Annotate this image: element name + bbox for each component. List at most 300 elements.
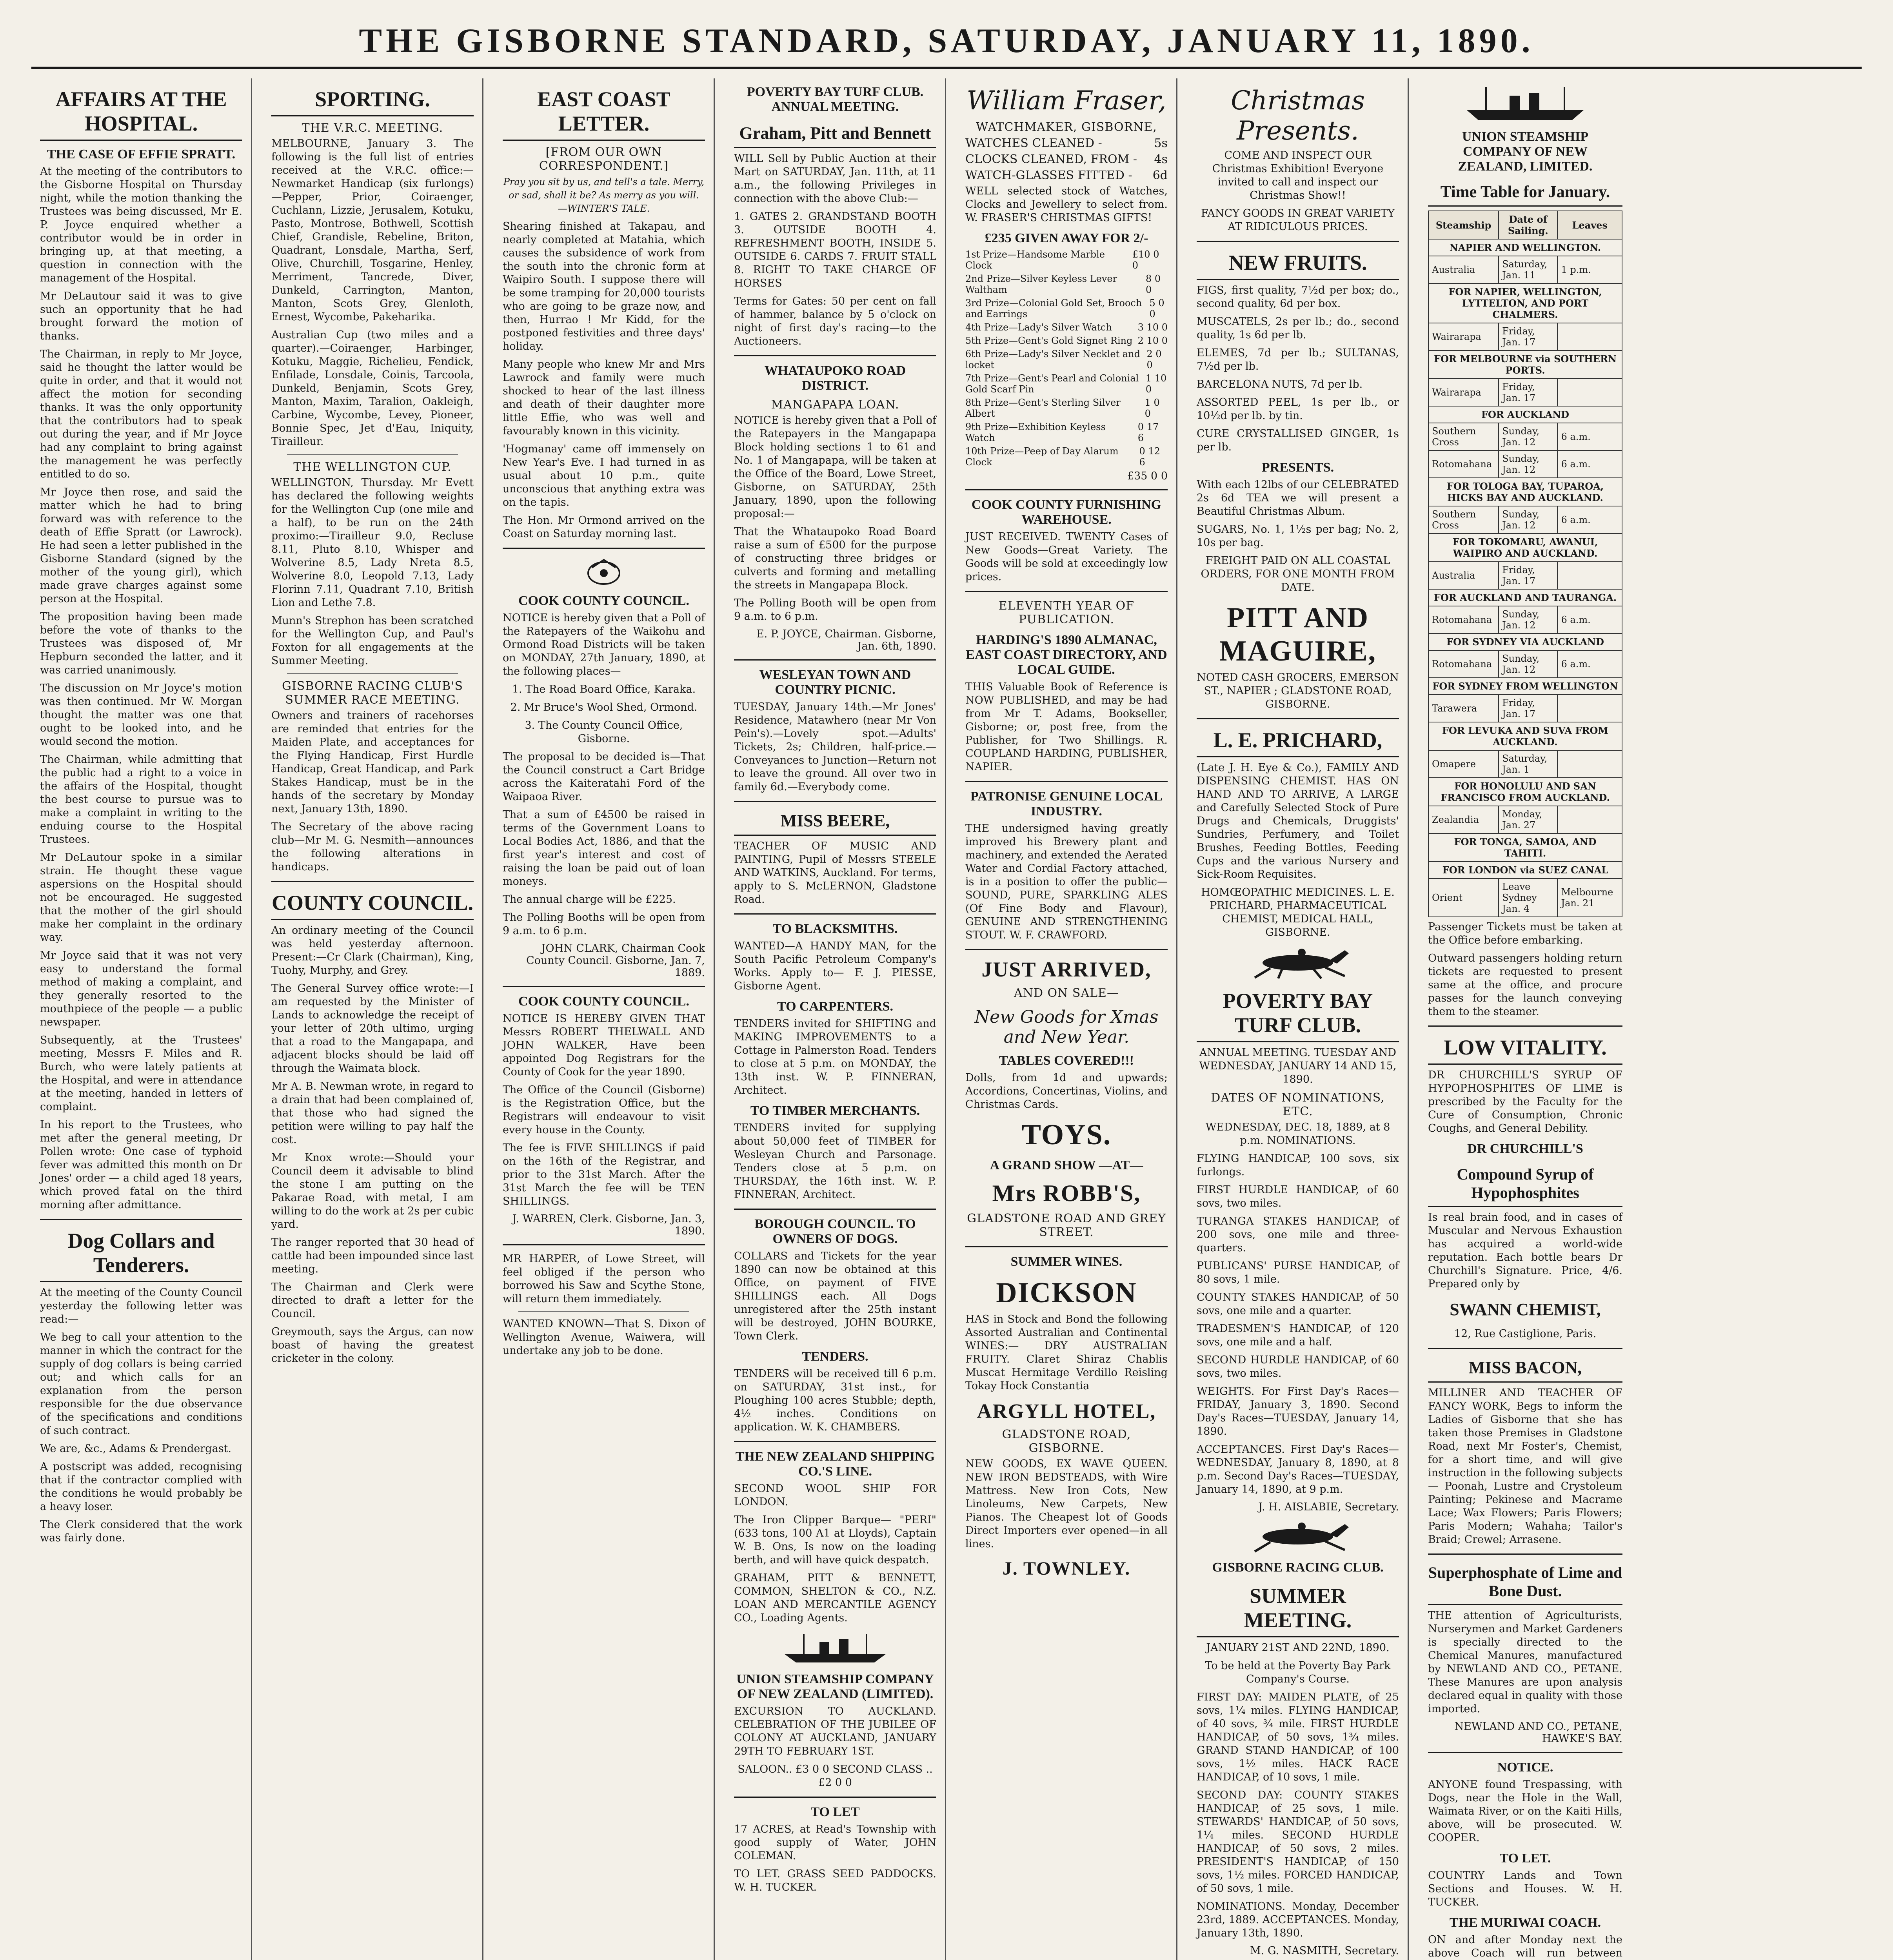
paragraph: NEW GOODS, EX WAVE QUEEN. NEW IRON BEDSTEADS, with Wire Mattress. New Iron Cots, New Linoleums, New Carpets, New Pianos. The Cheapest lot of Goods Direct Importers ever opened—in all lines. [965, 1458, 1168, 1550]
notice-heading: THE MURIWAI COACH. [1449, 1915, 1601, 1930]
prize-label: 2nd Prize—Silver Keyless Lever Waltham [965, 273, 1117, 295]
divider [287, 454, 458, 455]
paragraph: 'Hogmanay' came off immensely on New Year's Eve. I had turned in as usual about 10 p.m., quite unconscious that anything extra was on the tapis. [503, 443, 705, 508]
prize-row [965, 249, 1168, 271]
table-header: Steamship [1428, 211, 1499, 239]
list-item: FIRST HURDLE HANDICAP, of 60 sovs, two miles. [1197, 1184, 1399, 1209]
paragraph: The Polling Booth will be open from 9 a.m. to 6 p.m. [734, 597, 936, 622]
signature: J. WARREN, Clerk. Gisborne, Jan. 3, 1890. [512, 1213, 705, 1237]
horse-icon [1227, 945, 1368, 980]
timetable-route: FOR LONDON via SUEZ CANAL [1428, 862, 1622, 878]
paragraph: TENDERS invited for SHIFTING and MAKING IMPROVEMENTS to a Cottage in Palmerston Road. Tenders to close at 5 p.m. on MONDAY, the 13th inst. W. P. FINNERAN, Architect. [734, 1018, 936, 1096]
table-cell: Friday, Jan. 17 [1499, 379, 1557, 406]
masthead: THE GISBORNE STANDARD, SATURDAY, JANUARY 11, 1890. [31, 16, 1862, 69]
timetable-route-row [1428, 350, 1622, 379]
table-cell: Sunday, Jan. 12 [1499, 506, 1557, 534]
notice-heading: THE NEW ZEALAND SHIPPING CO.'S LINE. [735, 1449, 935, 1479]
notice-heading: POVERTY BAY TURF CLUB. ANNUAL MEETING. [747, 85, 924, 114]
paragraph: At the meeting of the contributors to the Gisborne Hospital on Thursday night, while the motion thanking the Trustees was being discussed, Mr E. P. Joyce enquired whether a contributor would be in order in bringing up, at that meeting, a question in connection with the management of the Hospital. [40, 165, 242, 284]
divider [503, 1244, 705, 1245]
prize-row [965, 322, 1168, 333]
list-item: CURE CRYSTALLISED GINGER, 1s per lb. [1197, 428, 1399, 453]
paragraph: The Chairman and Clerk were directed to draft a letter for the Council. [271, 1281, 474, 1320]
table-cell: Zealandia [1428, 806, 1499, 833]
list-item: 3. The County Council Office, Gisborne. [525, 719, 683, 745]
timetable-route-row [1428, 478, 1622, 506]
paragraph: The Office of the Council (Gisborne) is the Registration Office, but the Registrars will endeavour to visit every house in the County. [503, 1084, 705, 1136]
price-row [965, 152, 1168, 166]
paragraph: 17 ACRES, at Read's Township with good supply of Water, JOHN COLEMAN. [734, 1823, 936, 1862]
notice-heading: TENDERS. [802, 1349, 868, 1364]
prize-value: 1 0 0 [1145, 397, 1160, 419]
table-cell: Melbourne Jan. 21 [1557, 878, 1622, 917]
paragraph: NOMINATIONS. Monday, December 23rd, 1889. ACCEPTANCES. Monday, January 13th, 1890. [1197, 1900, 1399, 1939]
timetable-route-row [1428, 778, 1622, 806]
divider [965, 1246, 1168, 1247]
paragraph: Australian Cup (two miles and a quarter).—Coiraenger, Harbinger, Kotuku, Maggie, Richelieu, Fendick, Enfilade, Lonsdale, Coinis, Tarcoola, Dunkeld, Benjamin, Scots Grey, Manton, Maxim, Taralion, Oakleigh, Carbine, Wycombe, Levey, Pioneer, Bonnie Spec, Jet d'Eau, Iniquity, Tirailleur. [271, 329, 474, 448]
paragraph: Mr A. B. Newman wrote, in regard to a drain that had been complained of, that those who had signed the petition were willing to pay half the cost. [271, 1080, 474, 1146]
table-row [1428, 323, 1622, 350]
timetable-route-row [1428, 678, 1622, 695]
paragraph: THE undersigned having greatly improved his Brewery plant and machinery, and extended the Aerated Water and Cordial Factory attached, is in a position to offer the public— SOUND, PURE, SPARKLING ALES (Of Fine Body and Flavour), GENUINE AND STRENGTHENING STOUT. W. F. CRAWFORD. [965, 822, 1168, 941]
paragraph: Mr Knox wrote:—Should your Council deem it advisable to blind the stone I am putting on the Pakarae Road, with metal, I am willing to do the work at 2s per cubic yard. [271, 1152, 474, 1230]
column-sporting [263, 78, 483, 1960]
divider [1197, 718, 1399, 719]
epigraph: Pray you sit by us, and tell's a tale. Merry, or sad, shall it be? As merry as you will. —WINTER'S TALE. [503, 176, 705, 214]
paragraph: The Iron Clipper Barque— "PERI" (633 tons, 100 A1 at Lloyds), Captain W. B. Ons, Is now on the loading berth, and will have quick despatch. [734, 1514, 936, 1566]
paragraph: Munn's Strephon has been scratched for the Wellington Cup, and Paul's Foxton for all engagements at the Summer Meeting. [271, 615, 474, 667]
table-cell: Southern Cross [1428, 423, 1499, 450]
paragraph: The ranger reported that 30 head of cattle had been impounded since last meeting. [271, 1236, 474, 1275]
list-item: TURANGA STAKES HANDICAP, of 200 sovs, one mile and three-quarters. [1197, 1215, 1399, 1254]
subheading: MANGAPAPA LOAN. [771, 398, 899, 412]
prize-row [965, 298, 1168, 319]
paragraph: TEACHER OF MUSIC AND PAINTING, Pupil of Messrs STEELE AND WATKINS, Auckland. For terms, apply to S. McLERNON, Gladstone Road. [734, 840, 936, 906]
subheading: GLADSTONE ROAD AND GREY STREET. [967, 1212, 1166, 1239]
signature: J. H. AISLABIE, Secretary. [1258, 1501, 1399, 1513]
notice-heading: COOK COUNTY COUNCIL. [518, 593, 690, 608]
paragraph: Shearing finished at Takapau, and nearly completed at Matahia, which causes the subsidence of work from the south into the chronic form at Waipiro South. I suppose there will be some tramping for 20,000 tourists who are going to be graze now, and then, Hurrao ! Mr Kidd, for the postponed festivities and three days' holiday. [503, 220, 705, 352]
table-row [1428, 750, 1622, 778]
prize-value: 2 0 0 [1146, 348, 1162, 370]
list-item: 2. Mr Bruce's Wool Shed, Ormond. [510, 701, 698, 713]
paragraph: Mr DeLautour spoke in a similar strain. He thought these vague aspersions on the Hospital should not be encouraged. He suggested that the mother of the girl should make her complaint in the ordinary way. [40, 851, 242, 944]
paragraph: We beg to call your attention to the manner in which the contract for the supply of dog collars is being carried out; and which calls for an explanation from the person responsible for the due observance of the specifications and conditions of such contract. [40, 1331, 242, 1437]
paragraph: The proposition having been made before the vote of thanks to the Trustees was disposed of, Mr Hepburn seconded the latter, and it was carried unanimously. [40, 611, 242, 676]
table-cell: Friday, Jan. 17 [1499, 323, 1557, 350]
paragraph: Is real brain food, and in cases of Muscular and Nervous Exhaustion has acquired a world-wide reputation. Each bottle bears Dr Churchill's Signature. Price, 4/6. Prepared only by [1428, 1211, 1622, 1290]
table-cell: 6 a.m. [1557, 650, 1622, 678]
divider [734, 1441, 936, 1442]
advert-tagline: New Goods for Xmas and New Year. [974, 1007, 1159, 1047]
timetable-body [1428, 239, 1622, 917]
prize-value: 8 0 0 [1145, 273, 1161, 295]
paragraph: COLLARS and Tickets for the year 1890 can now be obtained at this Office, on payment of FIVE SHILLINGS each. All Dogs unregistered after the 25th instant will be destroyed, JOHN BOURKE, Town Clerk. [734, 1250, 936, 1342]
divider [40, 1219, 242, 1220]
paragraph: ON and after Monday next the above Coach will run between [1428, 1934, 1622, 1959]
divider [503, 548, 705, 549]
timetable-route-row [1428, 283, 1622, 323]
paragraph: 12, Rue Castiglione, Paris. [1454, 1328, 1597, 1340]
divider [1428, 1553, 1622, 1555]
ship-icon [1462, 84, 1588, 123]
prize-value: 5 0 0 [1149, 298, 1165, 319]
table-cell [1557, 750, 1622, 778]
notice-heading: TO LET. [1499, 1851, 1551, 1866]
advert-headline: ARGYLL HOTEL, [977, 1400, 1156, 1423]
prize-row [965, 273, 1168, 295]
table-row [1428, 878, 1622, 917]
paragraph: (Late J. H. Eye & Co.), FAMILY AND DISPENSING CHEMIST. HAS ON HAND AND TO ARRIVE, A LARGE and Carefully Selected Stock of Pure Drugs and Chemicals, Druggists' Sundries, Perfumery, and Toilet Brushes, Feeding Bottles, Feeding Cups and the various Nursery and Sick-Room Requisites. [1197, 762, 1399, 880]
prize-label: 10th Prize—Peep of Day Alarum Clock [965, 446, 1119, 468]
paragraph: WANTED—A HANDY MAN, for the South Pacific Petroleum Company's Works. Apply to— F. J. PIESSE, Gisborne Agent. [734, 940, 936, 992]
table-cell: 6 a.m. [1557, 423, 1622, 450]
prize-value: 3 10 0 [1137, 322, 1168, 333]
paragraph: MELBOURNE, January 3. The following is the full list of entries received at the V.R.C. office:—Newmarket Handicap (six furlongs)—Pepper, Prior, Coiraenger, Cuchlann, Lizzie, Jerusalem, Kotuku, Pasto, Montrose, Bothwell, Scottish Chief, Grandisle, Rebeline, Briton, Quadrant, Lonsdale, Martha, Serf, Olive, Churchill, Tosgarine, Henley, Merriment, Tancrede, Diver, Dunkeld, Carrington, Manton, Manton, Scots Grey, Glenloth, Ernest, Wycombe, Pakeharika. [271, 138, 474, 323]
paragraph: The Polling Booths will be open from 9 a.m. to 6 p.m. [503, 911, 705, 937]
paragraph: The fee is FIVE SHILLINGS if paid on the 16th of the Registrar, and prior to the 31st March. After the 31st March the fee will be TEN SHILLINGS. [503, 1142, 705, 1207]
timetable-route-row [1428, 239, 1622, 256]
table-row [1428, 423, 1622, 450]
prize-label: 4th Prize—Lady's Silver Watch [965, 322, 1112, 333]
notice-heading: TO TIMBER MERCHANTS. [750, 1103, 920, 1118]
table-row [1428, 506, 1622, 534]
divider [518, 1311, 689, 1312]
notice-heading: NOTICE. [1497, 1760, 1553, 1775]
table-row [1428, 695, 1622, 722]
table-row [1428, 379, 1622, 406]
byline: [FROM OUR OWN CORRESPONDENT.] [539, 145, 669, 173]
paragraph: FIRST DAY: MAIDEN PLATE, of 25 sovs, 1¼ miles. FLYING HANDICAP, of 40 sovs, ¾ mile. FIRST HURDLE HANDICAP, of 50 sovs, 1¾ miles. GRAND STAND HANDICAP, of 100 sovs, 1½ miles. HACK RACE HANDICAP, of 10 sovs, 1 mile. [1197, 1691, 1399, 1783]
paragraph: FREIGHT PAID ON ALL COASTAL ORDERS, FOR ONE MONTH FROM DATE. [1201, 555, 1395, 593]
table-cell: Australia [1428, 256, 1499, 283]
list-item: PUBLICANS' PURSE HANDICAP, of 80 sovs, 1 mile. [1197, 1260, 1399, 1285]
advert-headline: JUST ARRIVED, [981, 958, 1152, 981]
notice-heading: UNION STEAMSHIP COMPANY OF NEW ZEALAND, LIMITED. [1458, 129, 1593, 174]
paragraph: JUST RECEIVED. TWENTY Cases of New Goods—Great Variety. The Goods will be sold at exceedingly low prices. [965, 531, 1168, 583]
table-cell: Leave Sydney Jan. 4 [1499, 878, 1557, 917]
table-cell: Friday, Jan. 17 [1499, 695, 1557, 722]
paragraph: GRAHAM, PITT & BENNETT, COMMON, SHELTON & CO., N.Z. LOAN AND MERCANTILE AGENCY CO., Loading Agents. [734, 1572, 936, 1624]
signature: JOHN CLARK, Chairman Cook County Council. Gisborne, Jan. 7, 1889. [526, 942, 705, 979]
paragraph: WEDNESDAY, DEC. 18, 1889, at 8 p.m. NOMINATIONS. [1205, 1121, 1390, 1147]
prize-row [965, 421, 1168, 443]
column-hospital-affairs [31, 78, 252, 1960]
table-cell: Sunday, Jan. 12 [1499, 606, 1557, 633]
subheading: GLADSTONE ROAD, GISBORNE. [1002, 1428, 1131, 1455]
column-fraser-adverts [957, 78, 1177, 1960]
advert-headline: PITT AND MAGUIRE, [1219, 602, 1377, 667]
paragraph: At the meeting of the County Council yesterday the following letter was read:— [40, 1287, 242, 1325]
horse-icon [1227, 1519, 1368, 1554]
prize-total: £35 0 0 [1127, 470, 1168, 482]
notice-heading: PATRONISE GENUINE LOCAL INDUSTRY. [970, 789, 1163, 818]
notice-heading: GISBORNE RACING CLUB. [1212, 1560, 1384, 1575]
paragraph: SUGARS, No. 1, 1½s per bag; No. 2, 10s per bag. [1197, 523, 1399, 549]
signature: NEWLAND AND CO., PETANE, HAWKE'S BAY. [1454, 1720, 1622, 1745]
list-item: FLYING HANDICAP, 100 sovs, six furlongs. [1197, 1152, 1399, 1178]
paragraph: NOTICE is hereby given that a Poll of the Ratepayers of the Waikohu and Ormond Road Districts will be taken on MONDAY, 27th January, 1890, at the following places— [503, 612, 705, 677]
divider [734, 355, 936, 356]
table-cell: Tarawera [1428, 695, 1499, 722]
table-header: Leaves [1557, 211, 1622, 239]
divider [965, 781, 1168, 782]
paragraph: EXCURSION TO AUCKLAND. CELEBRATION OF THE JUBILEE OF COLONY AT AUCKLAND, JANUARY 29TH TO FEBRUARY 1ST. [734, 1705, 936, 1757]
divider [1197, 241, 1399, 242]
price-value: 4s [1154, 152, 1168, 166]
gift-heading: £235 GIVEN AWAY FOR 2/- [985, 231, 1148, 245]
newspaper-columns [31, 78, 1862, 1960]
paragraph: WILL Sell by Public Auction at their Mart on SATURDAY, Jan. 11th, at 11 a.m., the following Privileges in connection with the above Club:— [734, 152, 936, 205]
paragraph: JANUARY 21ST AND 22ND, 1890. [1206, 1642, 1390, 1654]
price-label: WATCH-GLASSES FITTED - [965, 169, 1132, 182]
price-row [965, 136, 1168, 150]
list-item: 1. The Road Board Office, Karaka. [512, 683, 696, 695]
subheading: ELEVENTH YEAR OF PUBLICATION. [998, 599, 1135, 626]
notice-heading: WESLEYAN TOWN AND COUNTRY PICNIC. [759, 668, 911, 697]
paragraph: Passenger Tickets must be taken at the Office before embarking. [1428, 921, 1622, 946]
section-title-fruits: NEW FRUITS. [1197, 250, 1399, 280]
advert-headline: Mrs ROBB'S, [992, 1180, 1141, 1206]
prize-value: 0 17 6 [1137, 421, 1159, 443]
notice-heading: UNION STEAMSHIP COMPANY OF NEW ZEALAND (LIMITED). [736, 1672, 934, 1701]
timetable-route: NAPIER AND WELLINGTON. [1428, 239, 1622, 256]
paragraph: With each 12lbs of our CELEBRATED 2s 6d TEA we will present a Beautiful Christmas Album. [1197, 479, 1399, 517]
notice-heading: HARDING'S 1890 ALMANAC, EAST COAST DIRECTORY, AND LOCAL GUIDE. [966, 633, 1167, 677]
table-header: Date of Sailing. [1499, 211, 1557, 239]
table-row [1428, 650, 1622, 678]
subheading: WATCHMAKER, GISBORNE, [976, 120, 1157, 134]
table-cell: Sunday, Jan. 12 [1499, 650, 1557, 678]
price-row [965, 169, 1168, 182]
paragraph: To be held at the Poverty Bay Park Company's Course. [1205, 1660, 1391, 1685]
column-union-steamship [1419, 78, 1631, 1960]
divider [503, 986, 705, 987]
paragraph: NOTICE IS HEREBY GIVEN THAT Messrs ROBERT THELWALL AND JOHN WALKER, Have been appointed Dog Registrars for the County of Cook for the year 1890. [503, 1013, 705, 1078]
notice-heading: TO CARPENTERS. [777, 999, 893, 1014]
table-cell: Wairarapa [1428, 379, 1499, 406]
paragraph: Mr Joyce then rose, and said the matter which he had to bring forward was with reference to the death of Effie Spratt (or Lawrock). He had seen a letter published in the Gisborne Standard (signed by the mother of the young girl), which made grave charges against some person at the Hospital. [40, 486, 242, 605]
table-cell: Monday, Jan. 27 [1499, 806, 1557, 833]
paragraph: We are, &c., Adams & Prendergast. [40, 1443, 231, 1455]
paragraph: HOMŒOPATHIC MEDICINES. L. E. PRICHARD, PHARMACEUTICAL CHEMIST, MEDICAL HALL, GISBORNE. [1201, 886, 1395, 938]
timetable-route: FOR SYDNEY VIA AUCKLAND [1428, 633, 1622, 650]
divider [287, 673, 458, 674]
paragraph: COME AND INSPECT OUR Christmas Exhibition! Everyone invited to call and inspect our Christmas Show!! [1212, 149, 1384, 201]
paragraph: TUESDAY, January 14th.—Mr Jones' Residence, Matawhero (near Mr Von Pein's).—Lovely spot.—Adults' Tickets, 2s; Children, half-price.—Conveyances to Junction—Return not to leave the ground. All over two in family 6d.—Everybody come. [734, 701, 936, 793]
divider [1428, 1752, 1622, 1753]
list-item: FIGS, first quality, 7½d per box; do., second quality, 6d per box. [1197, 284, 1399, 310]
table-cell: Sunday, Jan. 12 [1499, 450, 1557, 478]
paragraph: The annual charge will be £225. [503, 893, 676, 906]
notice-heading: WHATAUPOKO ROAD DISTRICT. [764, 363, 906, 393]
paragraph: That a sum of £4500 be raised in terms of the Government Loans to Local Bodies Act, 1886, and that the first year's interest and cost of raising the loan be paid out of loan moneys. [503, 809, 705, 887]
prize-label: 7th Prize—Gent's Pearl and Colonial Gold Scarf Pin [965, 373, 1139, 395]
advert-title-fraser: William Fraser, [966, 85, 1166, 116]
paragraph: Greymouth, says the Argus, can now boast of having the greatest cricketer in the colony. [271, 1326, 474, 1365]
subheading: THE WELLINGTON CUP. [293, 460, 452, 474]
table-cell: Rotomahana [1428, 450, 1499, 478]
table-cell: Sunday, Jan. 12 [1499, 423, 1557, 450]
notice-heading: SUMMER WINES. [1010, 1254, 1123, 1269]
timetable-route: FOR AUCKLAND AND TAURANGA. [1428, 589, 1622, 606]
paragraph: MILLINER AND TEACHER OF FANCY WORK, Begs to inform the Ladies of Gisborne that she has taken those Premises in Gladstone Road, next Mr Foster's, Chemist, for a short time, and will give instruction in the following subjects— Poonah, Lustre and Crystoleum Painting; Pekinese and Macrame Lace; Wax Flowers; Paris Flowers; Paris Modern; Wahaha; Tailor's Braid; Crewel; Arrasene. [1428, 1387, 1622, 1546]
timetable-route: FOR TOLOGA BAY, TUPAROA, HICKS BAY AND AUCKLAND. [1428, 478, 1622, 506]
timetable-route: FOR MELBOURNE via SOUTHERN PORTS. [1428, 350, 1622, 379]
list-item: SECOND HURDLE HANDICAP, of 60 sovs, two miles. [1197, 1354, 1399, 1379]
timetable-route-row [1428, 862, 1622, 878]
timetable-route-row [1428, 722, 1622, 750]
signature: E. P. JOYCE, Chairman. Gisborne, Jan. 6th, 1890. [756, 628, 936, 652]
divider [1428, 1348, 1622, 1349]
article-title-dog-collars: Dog Collars and Tenderers. [40, 1229, 242, 1282]
table-cell: 6 a.m. [1557, 606, 1622, 633]
paragraph: DR CHURCHILL'S SYRUP OF HYPOPHOSPHITES OF LIME is prescribed by the Faculty for the Cure of Consumption, Chronic Coughs, and General Debility. [1428, 1069, 1622, 1134]
paragraph: WANTED KNOWN—That S. Dixon of Wellington Avenue, Waiwera, will undertake any job to be done. [503, 1318, 705, 1357]
advert-title-bacon: MISS BACON, [1428, 1357, 1622, 1383]
paragraph: HAS in Stock and Bond the following Assorted Australian and Continental WINES:— DRY AUSTRALIAN FRUITY. Claret Shiraz Chablis Muscat Hermitage Verdillo Reisling Tokay Hock Constantia [965, 1313, 1168, 1392]
paragraph: The Hon. Mr Ormond arrived on the Coast on Saturday morning last. [503, 514, 705, 540]
divider [734, 659, 936, 661]
paragraph: WELLINGTON, Thursday. Mr Evett has declared the following weights for the Wellington Cup (one mile and a half), to be run on the 24th proximo:—Tirailleur 9.0, Recluse 8.11, Pluto 8.10, Whisper and Wolverine 8.5, Lady Nreta 8.5, Wolverine 8.0, Leopold 7.13, Lady Florinn 7.11, Quadrant 7.10, British Lion and Lethe 7.8. [271, 477, 474, 609]
prize-row [965, 397, 1168, 419]
table-cell [1557, 323, 1622, 350]
timetable-route-row [1428, 406, 1622, 423]
divider [271, 881, 474, 882]
divider [965, 591, 1168, 592]
table-cell: 6 a.m. [1557, 450, 1622, 478]
section-title-county-council: COUNTY COUNCIL. [271, 891, 474, 920]
timetable-route-row [1428, 633, 1622, 650]
timetable-route: FOR SYDNEY FROM WELLINGTON [1428, 678, 1622, 695]
table-cell: Saturday, Jan. 1 [1499, 750, 1557, 778]
divider [734, 801, 936, 802]
prize-value: 2 10 0 [1137, 335, 1168, 346]
paragraph: NOTED CASH GROCERS, EMERSON ST., NAPIER ; GLADSTONE ROAD, GISBORNE. [1197, 671, 1399, 710]
notice-heading: A GRAND SHOW —AT— [990, 1158, 1143, 1172]
paragraph: SECOND WOOL SHIP FOR LONDON. [734, 1483, 936, 1508]
paragraph: An ordinary meeting of the Council was held yesterday afternoon. Present:—Cr Clark (Chairman), King, Tuohy, Murphy, and Grey. [271, 924, 474, 976]
subheading: GISBORNE RACING CLUB'S SUMMER RACE MEETING. [282, 679, 463, 707]
paragraph: That the Whataupoko Road Board raise a sum of £500 for the purpose of constructing three bridges or culverts and forming and metalling the streets in Mangapapa Block. [734, 526, 936, 591]
table-row [1428, 450, 1622, 478]
prize-label: 9th Prize—Exhibition Keyless Watch [965, 421, 1106, 443]
paragraph: NOTICE is hereby given that a Poll of the Ratepayers in the Mangapapa Block holding sections 1 to 61 and No. 1 of Mangapapa, will be taken at the Office of the Board, Lowe Street, Gisborne, on SATURDAY, 25th January, 1890, upon the following proposal:— [734, 414, 936, 520]
subheading: AND ON SALE— [1014, 986, 1119, 1000]
list-item: BARCELONA NUTS, 7d per lb. [1197, 378, 1363, 390]
section-title-sporting: SPORTING. [271, 87, 474, 116]
divider [734, 1209, 936, 1210]
price-label: CLOCKS CLEANED, FROM - [965, 152, 1137, 166]
paragraph: A postscript was added, recognising that if the contractor complied with the conditions he would probably be a heavy loser. [40, 1461, 242, 1513]
advert-title-superphosphate: Superphosphate of Lime and Bone Dust. [1428, 1563, 1622, 1605]
paragraph: Mr Joyce said that it was not very easy to understand the formal method of making a complaint, and they generally resorted to the mouthpiece of the people — a public newspaper. [40, 949, 242, 1028]
divider [965, 949, 1168, 950]
price-label: WATCHES CLEANED - [965, 136, 1102, 150]
paragraph: Terms for Gates: 50 per cent on fall of hammer, balance by 5 o'clock on night of first day's racing—to the Auctioneers. [734, 295, 936, 347]
paragraph: Outward passengers holding return tickets are requested to present same at the office, and procure passes for the launch conveying them to the steamer. [1428, 952, 1622, 1018]
paragraph: The General Survey office wrote:—I am requested by the Minister of Lands to acknowledge the receipt of your letter of 20th ultimo, urging that a road to the Mangapapa, and adjacent blocks should be laid off through the Waimata block. [271, 982, 474, 1074]
subheading: DATES OF NOMINATIONS, ETC. [1211, 1091, 1385, 1118]
table-row [1428, 256, 1622, 283]
paragraph: TO LET. GRASS SEED PADDOCKS. W. H. TUCKER. [734, 1868, 936, 1893]
prize-value: 0 12 6 [1139, 446, 1160, 468]
signature: M. G. NASMITH, Secretary. [1250, 1945, 1399, 1957]
section-title-low-vitality: LOW VITALITY. [1428, 1035, 1622, 1065]
prize-label: 5th Prize—Gent's Gold Signet Ring [965, 335, 1133, 346]
column-christmas-presents [1188, 78, 1409, 1960]
paragraph: Mr DeLautour said it was to give such an opportunity that he had brought forward the motion of thanks. [40, 290, 242, 342]
paragraph: TENDERS will be received till 6 p.m. on SATURDAY, 31st inst., for Ploughing 100 acres Stubble; depth, 4½ inches. Conditions on application. W. K. CHAMBERS. [734, 1368, 936, 1433]
prize-label: 6th Prize—Lady's Silver Necklet and locket [965, 348, 1140, 370]
notice-heading: TO BLACKSMITHS. [772, 922, 898, 936]
article-subtitle: THE CASE OF EFFIE SPRATT. [47, 147, 236, 162]
section-title-east-coast: EAST COAST LETTER. [503, 87, 705, 141]
table-header-row [1428, 211, 1622, 239]
column-notices [725, 78, 946, 1960]
fare-list: SALOON.. £3 0 0 SECOND CLASS .. £2 0 0 [738, 1763, 933, 1789]
article-title: AFFAIRS AT THE HOSPITAL. [40, 87, 242, 141]
section-title-turf-club: POVERTY BAY TURF CLUB. [1197, 989, 1399, 1042]
paragraph: 1. GATES 2. GRANDSTAND BOOTH 3. OUTSIDE BOOTH 4. REFRESHMENT BOOTH, INSIDE 5. OUTSIDE 6. CARDS 7. FRUIT STALL 8. RIGHT TO TAKE CHARGE OF HORSES [734, 211, 936, 289]
advert-title-swann: SWANN CHEMIST, [1450, 1300, 1601, 1319]
table-cell: Wairarapa [1428, 323, 1499, 350]
paragraph: Many people who knew Mr and Mrs Lawrock and family were much shocked to hear of the last illness and death of their daughter more little Effie, who was well and favourably known in this vicinity. [503, 358, 705, 437]
notice-heading: TO LET [810, 1805, 860, 1819]
price-value: 5s [1154, 136, 1168, 150]
table-cell [1557, 695, 1622, 722]
crest-icon [580, 556, 627, 587]
table-cell [1557, 562, 1622, 589]
timetable [1428, 211, 1622, 917]
paragraph: The Chairman, while admitting that the public had a right to a voice in the affairs of the Hospital, thought the best course to pursue was to make a complaint in writing to the enduing course to the Hospital Trustees. [40, 753, 242, 846]
list-item: ELEMES, 7d per lb.; SULTANAS, 7½d per lb. [1197, 347, 1399, 372]
timetable-route-row [1428, 833, 1622, 862]
ship-icon [776, 1630, 894, 1666]
prize-label: 1st Prize—Handsome Marble Clock [965, 249, 1105, 271]
table-row [1428, 562, 1622, 589]
table-cell: Australia [1428, 562, 1499, 589]
table-cell: Rotomahana [1428, 650, 1499, 678]
paragraph: ACCEPTANCES. First Day's Races—WEDNESDAY, January 8, 1890, at 8 p.m. Second Day's Races—TUESDAY, January 14, 1890, at 9 p.m. [1197, 1443, 1399, 1495]
timetable-route-row [1428, 589, 1622, 606]
table-cell [1557, 806, 1622, 833]
timetable-route: FOR TONGA, SAMOA, AND TAHITI. [1428, 833, 1622, 862]
paragraph: THE attention of Agriculturists, Nurserymen and Market Gardeners is specially directed to the Chemical Manures, manufactured by NEWLAND AND CO., PETANE. These Manures are upon analysis declared equal in quality with those imported. [1428, 1610, 1622, 1715]
advert-title-syrup: Compound Syrup of Hypophosphites [1428, 1165, 1622, 1207]
paragraph: Owners and trainers of racehorses are reminded that entries for the Maiden Plate, and acceptances for the Flying Handicap, First Hurdle Handicap, Great Handicap, and Park Stakes Handicap, must be in the hands of the secretary by Monday next, January 13th, 1890. [271, 710, 474, 815]
advert-title: MISS BEERE, [734, 811, 936, 836]
prize-row [965, 348, 1168, 370]
notice-heading: TABLES COVERED!!! [999, 1053, 1134, 1068]
advert-headline: TOYS. [1021, 1119, 1112, 1151]
paragraph: SECOND DAY: COUNTY STAKES HANDICAP, of 25 sovs, 1 mile. STEWARDS' HANDICAP, of 50 sovs, 1¼ miles. SECOND HURDLE HANDICAP, of 50 sovs, 2 miles. PRESIDENT'S HANDICAP, of 150 sovs, 1½ miles. FORCED HANDICAP, of 50 sovs, 1 mile. [1197, 1789, 1399, 1895]
table-cell: Friday, Jan. 17 [1499, 562, 1557, 589]
prize-row [965, 335, 1168, 346]
divider [734, 913, 936, 915]
table-cell: 1 p.m. [1557, 256, 1622, 283]
timetable-route: FOR LEVUKA AND SUVA FROM AUCKLAND. [1428, 722, 1622, 750]
table-cell: Southern Cross [1428, 506, 1499, 534]
paragraph: The Secretary of the above racing club—Mr M. G. Nesmith—announces the following alterations in handicaps. [271, 821, 474, 873]
prize-label: 8th Prize—Gent's Sterling Silver Albert [965, 397, 1121, 419]
prize-row [965, 446, 1168, 468]
advert-title-christmas: Christmas Presents. [1231, 85, 1365, 146]
notice-heading: COOK COUNTY FURNISHING WAREHOUSE. [971, 497, 1162, 527]
paragraph: WEIGHTS. For First Day's Races—FRIDAY, January 3, 1890. Second Day's Races—TUESDAY, January 14, 1890. [1197, 1385, 1399, 1437]
advert-headline: DICKSON [996, 1277, 1137, 1309]
timetable-route: FOR AUCKLAND [1428, 406, 1622, 423]
